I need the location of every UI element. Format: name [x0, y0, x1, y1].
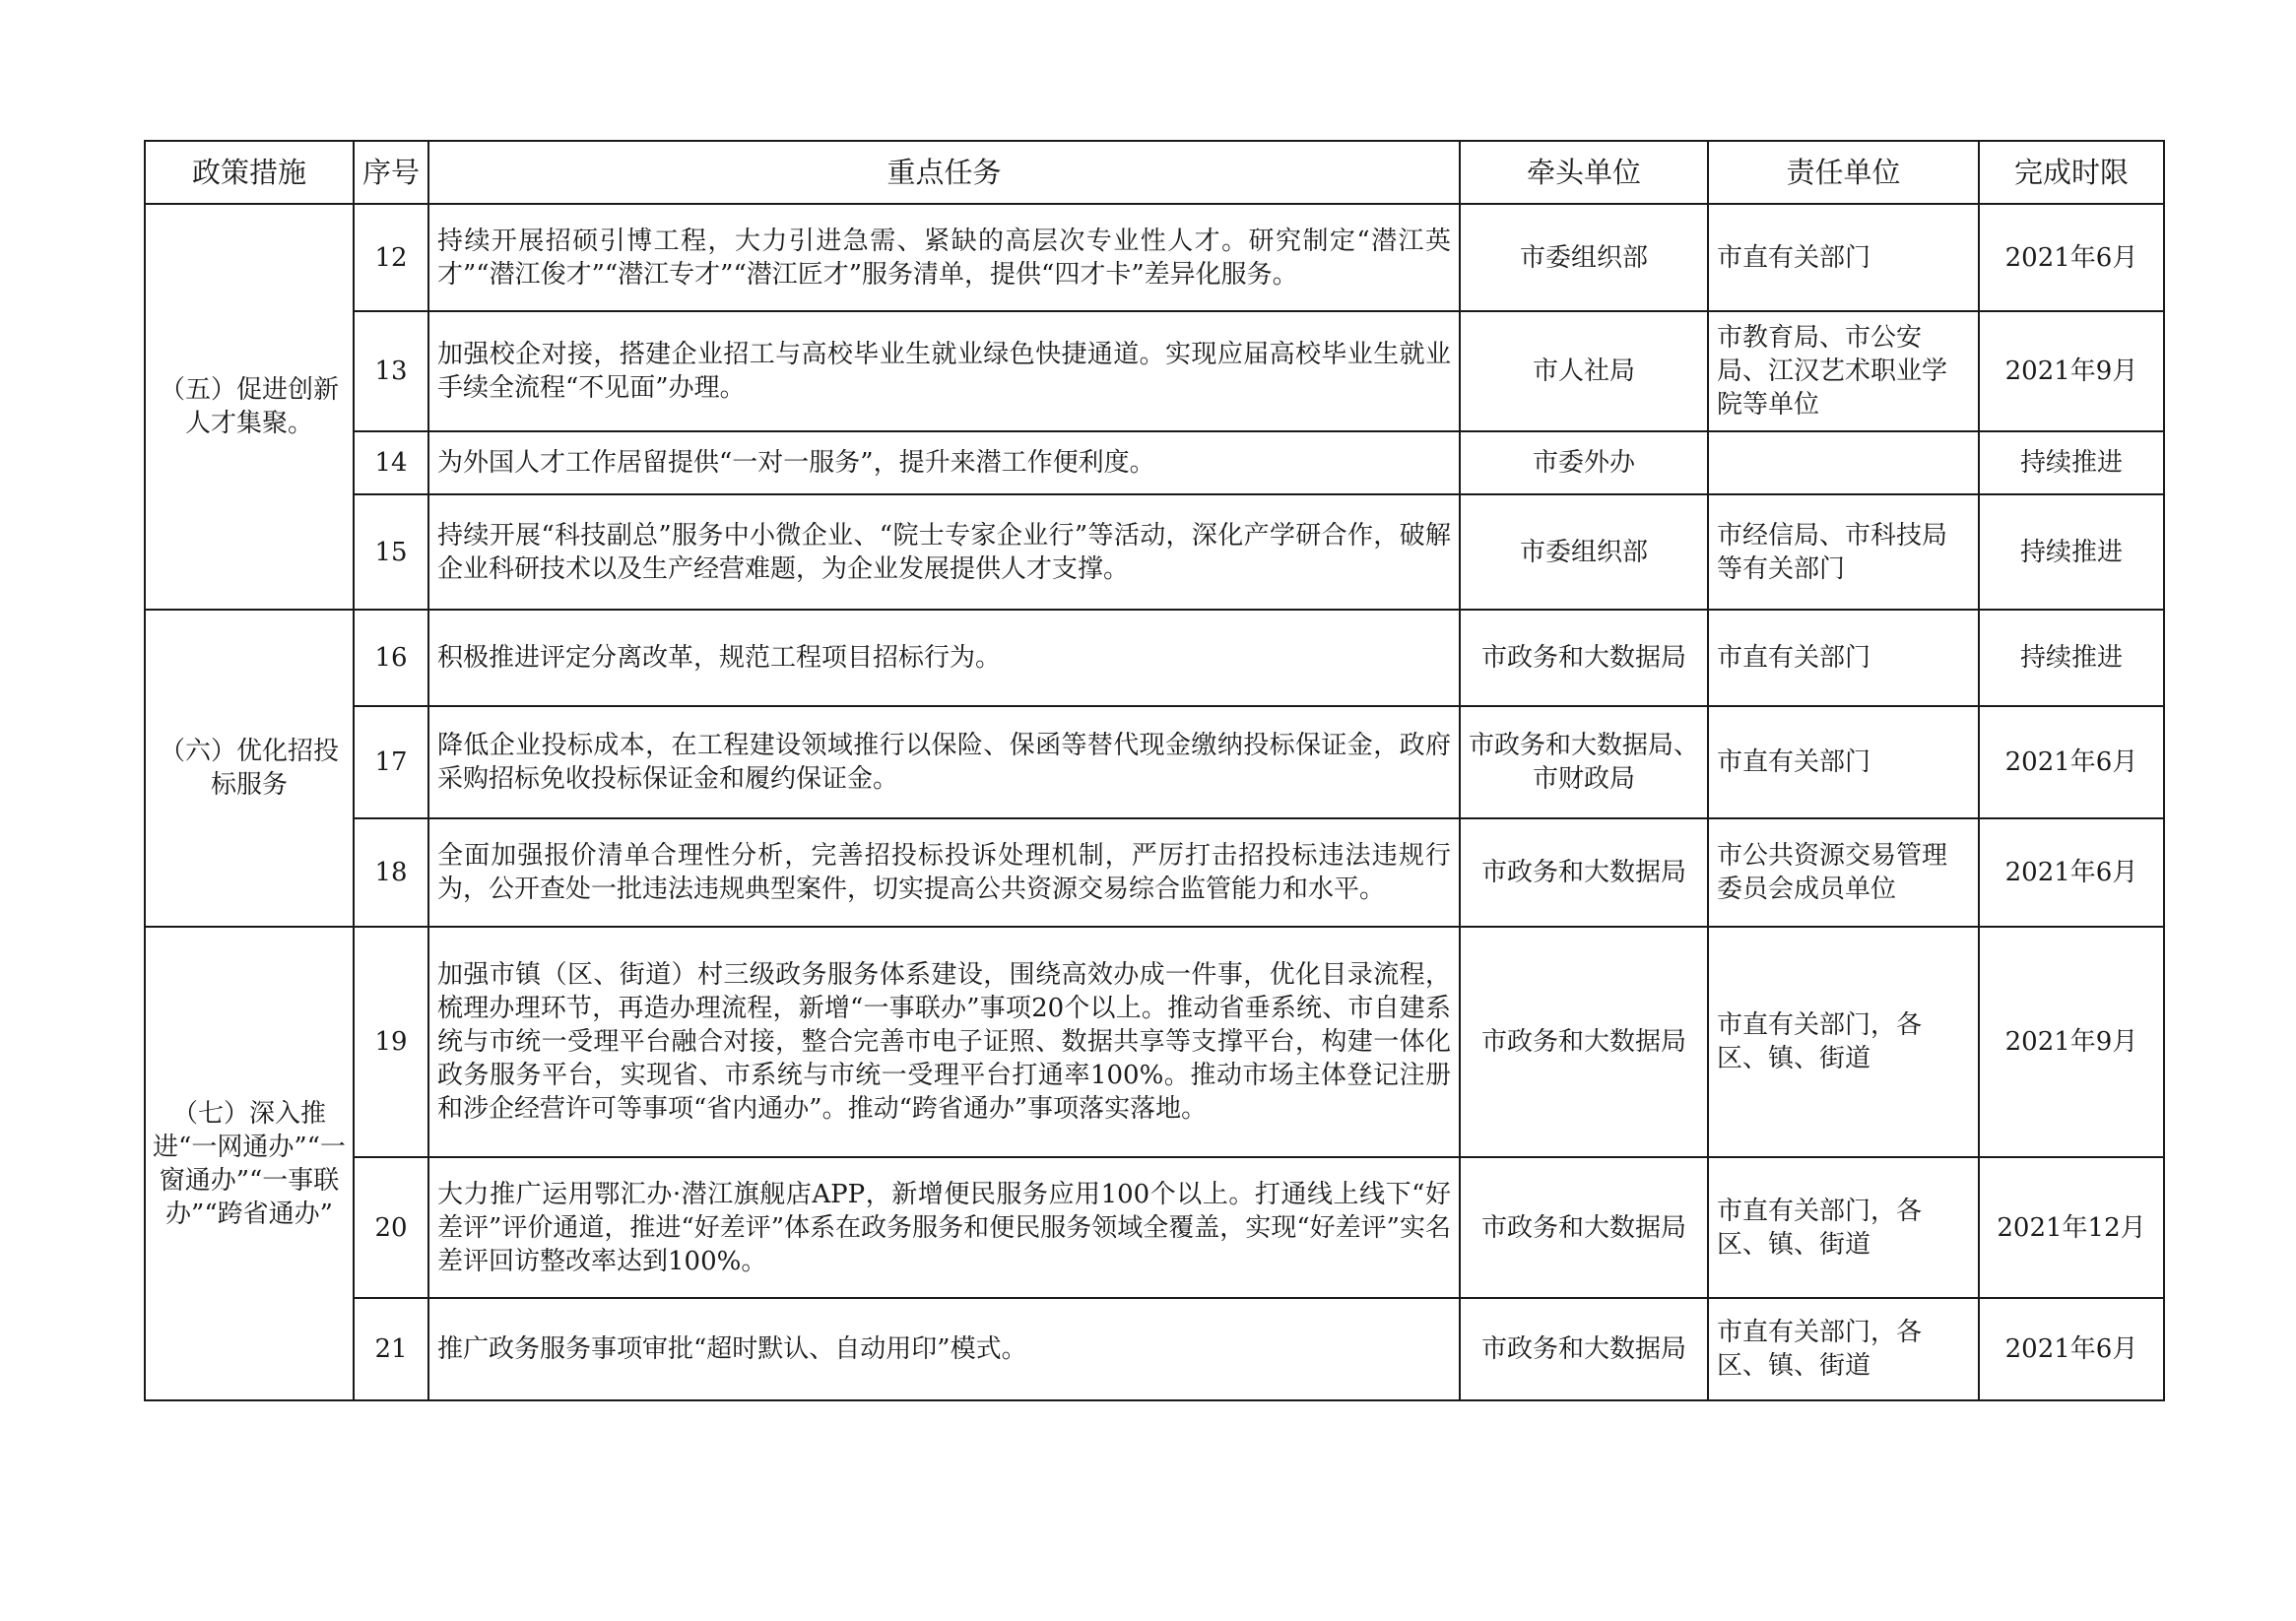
table-row — [145, 818, 2164, 927]
lead-unit: 市政务和大数据局 — [1460, 1298, 1708, 1400]
responsible-unit: 市直有关部门，各区、镇、街道 — [1708, 927, 1979, 1157]
row-number: 16 — [354, 610, 428, 706]
lead-unit: 市政务和大数据局 — [1460, 818, 1708, 927]
table-row — [145, 431, 2164, 494]
row-number: 12 — [354, 204, 428, 311]
policy-table — [144, 140, 2165, 1401]
row-number: 17 — [354, 706, 428, 818]
deadline: 持续推进 — [1979, 494, 2164, 610]
responsible-unit: 市直有关部门 — [1708, 610, 1979, 706]
task-cell: 加强校企对接，搭建企业招工与高校毕业生就业绿色快捷通道。实现应届高校毕业生就业手续全流程“不见面”办理。 — [428, 311, 1460, 431]
row-number: 19 — [354, 927, 428, 1157]
task-cell: 持续开展招硕引博工程，大力引进急需、紧缺的高层次专业性人才。研究制定“潜江英才”“潜江俊才”“潜江专才”“潜江匠才”服务清单，提供“四才卡”差异化服务。 — [428, 204, 1460, 311]
task-cell: 推广政务服务事项审批“超时默认、自动用印”模式。 — [428, 1298, 1460, 1400]
responsible-unit: 市直有关部门 — [1708, 204, 1979, 311]
lead-unit: 市政务和大数据局 — [1460, 927, 1708, 1157]
deadline: 2021年6月 — [1979, 1298, 2164, 1400]
task-cell: 持续开展“科技副总”服务中小微企业、“院士专家企业行”等活动，深化产学研合作，破解企业科研技术以及生产经营难题，为企业发展提供人才支撑。 — [428, 494, 1460, 610]
lead-unit: 市人社局 — [1460, 311, 1708, 431]
header-lead: 牵头单位 — [1460, 141, 1708, 204]
table-row — [145, 311, 2164, 431]
task-cell: 降低企业投标成本，在工程建设领域推行以保险、保函等替代现金缴纳投标保证金，政府采购招标免收投标保证金和履约保证金。 — [428, 706, 1460, 818]
task-cell: 为外国人才工作居留提供“一对一服务”，提升来潜工作便利度。 — [428, 431, 1460, 494]
responsible-unit: 市公共资源交易管理委员会成员单位 — [1708, 818, 1979, 927]
table-row — [145, 927, 2164, 1157]
task-cell: 加强市镇（区、街道）村三级政务服务体系建设，围绕高效办成一件事，优化目录流程，梳理办理环节，再造办理流程，新增“一事联办”事项20个以上。推动省垂系统、市自建系统与市统一受理平台融合对接，整合完善市电子证照、数据共享等支撑平台，构建一体化政务服务平台，实现省、市系统与市统一受理平台打通率100%。推动市场主体登记注册和涉企经营许可等事项“省内通办”。推动“跨省通办”事项落实落地。 — [428, 927, 1460, 1157]
deadline: 持续推进 — [1979, 431, 2164, 494]
task-cell: 全面加强报价清单合理性分析，完善招投标投诉处理机制，严厉打击招投标违法违规行为，公开查处一批违法违规典型案件，切实提高公共资源交易综合监管能力和水平。 — [428, 818, 1460, 927]
lead-unit: 市政务和大数据局、市财政局 — [1460, 706, 1708, 818]
deadline: 2021年6月 — [1979, 204, 2164, 311]
row-number: 15 — [354, 494, 428, 610]
deadline: 2021年6月 — [1979, 706, 2164, 818]
task-cell: 大力推广运用鄂汇办·潜江旗舰店APP，新增便民服务应用100个以上。打通线上线下“好差评”评价通道，推进“好差评”体系在政务服务和便民服务领域全覆盖，实现“好差评”实名差评回访整改率达到100%。 — [428, 1157, 1460, 1298]
deadline: 持续推进 — [1979, 610, 2164, 706]
task-cell: 积极推进评定分离改革，规范工程项目招标行为。 — [428, 610, 1460, 706]
deadline: 2021年6月 — [1979, 818, 2164, 927]
lead-unit: 市委组织部 — [1460, 494, 1708, 610]
policy-cell: （六）优化招投标服务 — [145, 610, 354, 927]
header-task: 重点任务 — [428, 141, 1460, 204]
lead-unit: 市政务和大数据局 — [1460, 610, 1708, 706]
responsible-unit: 市直有关部门，各区、镇、街道 — [1708, 1298, 1979, 1400]
header-num: 序号 — [354, 141, 428, 204]
responsible-unit: 市直有关部门 — [1708, 706, 1979, 818]
responsible-unit — [1708, 431, 1979, 494]
deadline: 2021年9月 — [1979, 927, 2164, 1157]
row-number: 20 — [354, 1157, 428, 1298]
lead-unit: 市委组织部 — [1460, 204, 1708, 311]
responsible-unit: 市经信局、市科技局等有关部门 — [1708, 494, 1979, 610]
lead-unit: 市政务和大数据局 — [1460, 1157, 1708, 1298]
header-policy: 政策措施 — [145, 141, 354, 204]
header-row — [145, 141, 2164, 204]
row-number: 13 — [354, 311, 428, 431]
responsible-unit: 市教育局、市公安局、江汉艺术职业学院等单位 — [1708, 311, 1979, 431]
header-due: 完成时限 — [1979, 141, 2164, 204]
policy-cell: （七）深入推进“一网通办”“一窗通办”“一事联办”“跨省通办” — [145, 927, 354, 1400]
table-row — [145, 494, 2164, 610]
table-row — [145, 1298, 2164, 1400]
table-row — [145, 1157, 2164, 1298]
row-number: 14 — [354, 431, 428, 494]
lead-unit: 市委外办 — [1460, 431, 1708, 494]
table-row — [145, 610, 2164, 706]
responsible-unit: 市直有关部门，各区、镇、街道 — [1708, 1157, 1979, 1298]
table-row — [145, 204, 2164, 311]
row-number: 18 — [354, 818, 428, 927]
deadline: 2021年9月 — [1979, 311, 2164, 431]
policy-cell: （五）促进创新人才集聚。 — [145, 204, 354, 610]
deadline: 2021年12月 — [1979, 1157, 2164, 1298]
table-row — [145, 706, 2164, 818]
row-number: 21 — [354, 1298, 428, 1400]
header-resp: 责任单位 — [1708, 141, 1979, 204]
